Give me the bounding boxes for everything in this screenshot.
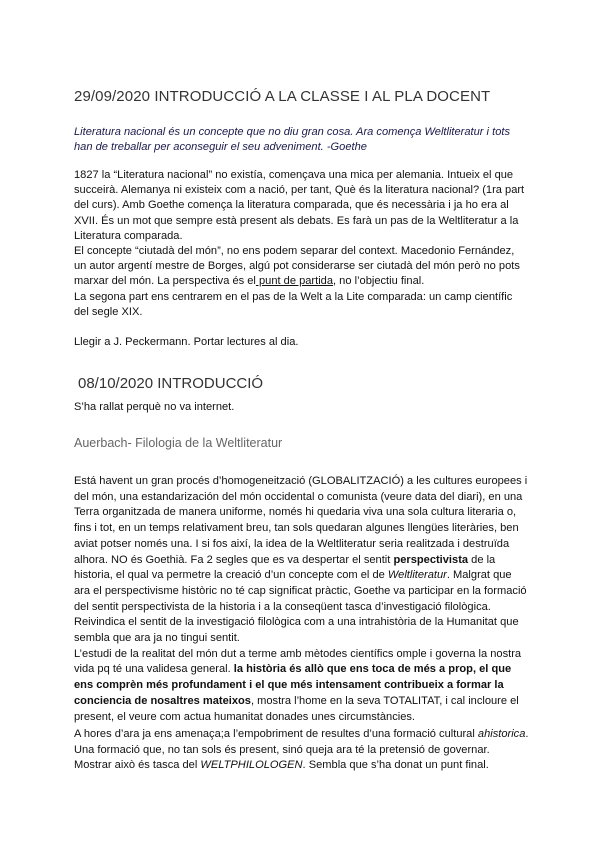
text-line: [74, 694, 530, 710]
paragraph-auerbach: [74, 474, 530, 725]
text-line: del sentit perspectivista de la historia i a la conseqüent tasca d’investigació filològica.: [74, 600, 491, 613]
text-line: [74, 568, 530, 584]
bold-phrase: ens comprèn més profundament i el que més intensament contribueix a formar la: [74, 679, 504, 692]
text-line: La segona part ens centrarem en el pas de la Welt a la Lite comparada: un camp científic: [74, 290, 513, 303]
text-fragment: marxar del món. La perspectiva és el: [74, 275, 256, 288]
section-heading-introduccio: 08/10/2020 INTRODUCCIÓ: [78, 375, 264, 392]
text-fragment: , mostra l’home en la seva TOTALITAT, i cal incloure el: [250, 694, 519, 707]
text-line: S’ha rallat perquè no va internet.: [74, 401, 235, 413]
text-line: fins i tot, en un temps relativament breu, tan sols quedaran algunes llengües literàries, ben: [74, 522, 519, 535]
text-line: sembla que ara ja no tingui sentit.: [74, 632, 240, 645]
text-line: Reivindica el sentit de la investigació filològica com a una intrahistòria de la Humanitat que: [74, 616, 519, 629]
quote-line: Literatura nacional és un concepte que no diu gran cosa. Ara comença Weltliteratur i tots: [74, 126, 510, 138]
text-line: El concepte “ciutadà del món”, no ens podem separar del context. Macedonio Fernández,: [74, 245, 515, 258]
text-line: Terra organitzada de manera uniforme, només hi quedaria viva una sola cultura literaria o,: [74, 506, 517, 519]
italic-term: ahistorica: [474, 728, 526, 740]
text-line: [74, 274, 530, 289]
text-line: [74, 758, 530, 774]
text-line: del món, una estandarización del món occidental o comunista (veure data del diari), en una: [74, 490, 523, 503]
bold-term: perspectivista: [390, 553, 469, 566]
section-heading-classe: 29/09/2020 INTRODUCCIÓ A LA CLASSE I AL PLA DOCENT: [74, 88, 491, 105]
text-fragment: vida pq té una validesa general.: [74, 663, 231, 676]
text-fragment: A hores d’ara ja ens amenaça;a l’empobriment de resultes d’una formació cultural: [74, 728, 475, 740]
bold-phrase: conciencia de nosaltres mateixos: [74, 694, 251, 707]
text-line: [74, 727, 530, 743]
text-line: Una formació que, no tan sols és present, sinó queja ara té la pretensió de governar.: [74, 743, 490, 756]
text-line: 1827 la “Literatura nacional” no existía, començava una mica per alemania. Intueix el que: [74, 169, 514, 181]
text-fragment: alhora. NO és Goethià. Fa 2 segles que es va despertar el sentit: [74, 553, 391, 566]
subheading-auerbach: Auerbach- Filologia de la Weltliteratur: [74, 436, 283, 450]
text-line: [74, 662, 530, 678]
text-fragment: de la: [468, 553, 496, 566]
text-fragment: . Sembla que s’ha donat un punt final.: [302, 759, 489, 772]
text-line: [74, 678, 530, 694]
quote-line: han de treballar per aconseguir el seu adveniment. -Goethe: [74, 141, 367, 154]
bold-phrase: la història és allò que ens toca de més a prop, el que: [230, 663, 512, 676]
text-line: [74, 553, 530, 569]
text-fragment: Mostrar això és tasca del: [74, 759, 198, 772]
paragraph-weltphilologen: [74, 727, 530, 774]
text-line: present, el veure com actua humanitat donades unes circumstàncies.: [74, 710, 416, 723]
italic-term: Weltliteratur: [384, 569, 447, 582]
reading-note: Llegir a J. Peckermann. Portar lectures al dia.: [74, 336, 299, 349]
text-line: XVII. És un mot que sempre està present als debats. Es farà un pas de la Weltliteratur a la: [74, 214, 519, 227]
text-line: del segle XIX.: [74, 305, 143, 318]
underlined-phrase: punt de partida: [255, 275, 334, 288]
text-line: Está havent un gran procés d’homogeneització (GLOBALITZACIÓ) a les cultures europees i: [74, 475, 528, 487]
text-fragment: .: [525, 728, 529, 740]
text-line: del curs). Amb Goethe comença la literatura comparada, que és necessària i ja ho era al: [74, 199, 509, 212]
text-line: L’estudi de la realitat del món dut a terme amb mètodes científics omple i governa la nostra: [74, 647, 522, 660]
text-line: Literatura comparada.: [74, 229, 183, 242]
text-line: succeirà. Alemanya ni existeix com a nació, per tant, Què és la literatura nacional? (1ra part: [74, 184, 525, 197]
paragraph-literatura-nacional: [74, 168, 530, 350]
text-line: aviat potser només una. I si fos així, la idea de la Weltliteratur seria realitzada i destruïda: [74, 537, 510, 550]
goethe-quote: [74, 125, 530, 155]
text-fragment: , no l’objectiu final.: [333, 275, 425, 288]
text-line: un autor argentí mestre de Borges, algú pot considerarse ser ciutadà del món però no pots: [74, 260, 520, 273]
text-fragment: historia, el qual va permetre la creació d’un concepte com el de: [74, 569, 385, 582]
text-line: ara el perspectivisme històric no té cap significat pràctic, Goethe va participar en la formació: [74, 584, 527, 597]
italic-term: WELTPHILOLOGEN: [197, 759, 303, 772]
internet-note: [74, 400, 530, 415]
text-fragment: . Malgrat que: [446, 569, 512, 582]
